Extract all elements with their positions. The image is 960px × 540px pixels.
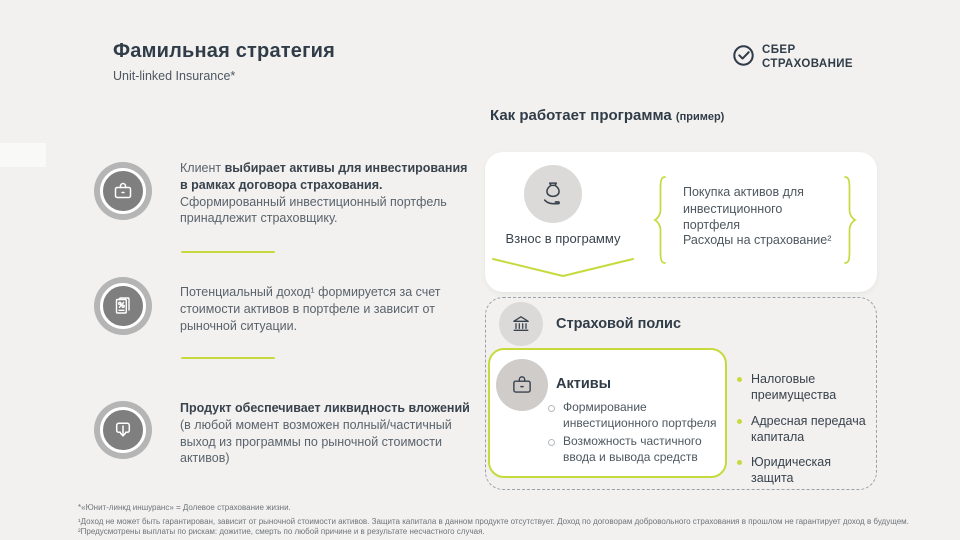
- bank-icon: [499, 302, 543, 346]
- list-item: Возможность частичного ввода и вывода средств: [546, 434, 718, 465]
- money-bag-icon: [524, 165, 582, 223]
- page-title: Фамильная стратегия: [113, 40, 335, 62]
- assets-title: Активы: [556, 376, 612, 392]
- allocation-item: Расходы на страхование²: [683, 233, 832, 247]
- withdraw-icon: [94, 401, 152, 459]
- page-subtitle: Unit-linked Insurance*: [113, 69, 236, 83]
- assets-list: [546, 400, 718, 468]
- chevron-down-icon: [490, 256, 636, 285]
- program-heading-note: (пример): [675, 111, 725, 123]
- list-item: Адресная передача капитала: [736, 413, 876, 446]
- contribution-label: Взнос в программу: [505, 231, 621, 246]
- divider: [181, 251, 275, 253]
- brand-name: СБЕР СТРАХОВАНИЕ: [762, 44, 854, 70]
- sber-check-icon: [732, 44, 755, 72]
- footnote: ¹Доход не может быть гарантирован, зависит от рыночной стоимости активов. Защита капитала в данном продукте отсутствует. Доход по договорам добровольного страхования в прошлом не гарантирует доход в будущем.: [78, 517, 909, 526]
- divider: [181, 357, 275, 359]
- decor-block: [0, 143, 46, 167]
- program-heading: Как работает программа (пример): [490, 107, 725, 124]
- briefcase-icon: [496, 359, 548, 411]
- policy-title: Страховой полис: [556, 316, 682, 332]
- briefcase-icon: [94, 162, 152, 220]
- brand-logo: [732, 44, 853, 72]
- left-brace: [652, 176, 668, 269]
- right-brace: [842, 176, 858, 269]
- feature-text-2: Потенциальный доход¹ формируется за счет стоимости активов в портфеле и зависит от рыночной ситуации.: [180, 285, 441, 333]
- list-item: Налоговые преимущества: [736, 371, 876, 404]
- list-item: Формирование инвестиционного портфеля: [546, 400, 718, 431]
- document-percent-icon: [94, 277, 152, 335]
- footnote: *«Юнит-линкд иншуранс» = Долевое страхование жизни.: [78, 503, 291, 512]
- allocation-item: Покупка активов для инвестиционного портфеля: [683, 185, 804, 232]
- feature-text-3: Продукт обеспечивает ликвидность вложений (в любой момент возможен полный/частичный выход из программы по рыночной стоимости активов): [180, 401, 470, 466]
- footnote: ²Предусмотрены выплаты по рискам: дожитие, смерть по любой причине и в результате несчастного случая.: [78, 527, 485, 536]
- list-item: Юридическая защита: [736, 454, 876, 487]
- feature-text-1: Клиент выбирает активы для инвестирования в рамках договора страхования. Сформированный инвестиционный портфель принадлежит страховщику.: [180, 161, 468, 226]
- benefits-list: [736, 371, 876, 496]
